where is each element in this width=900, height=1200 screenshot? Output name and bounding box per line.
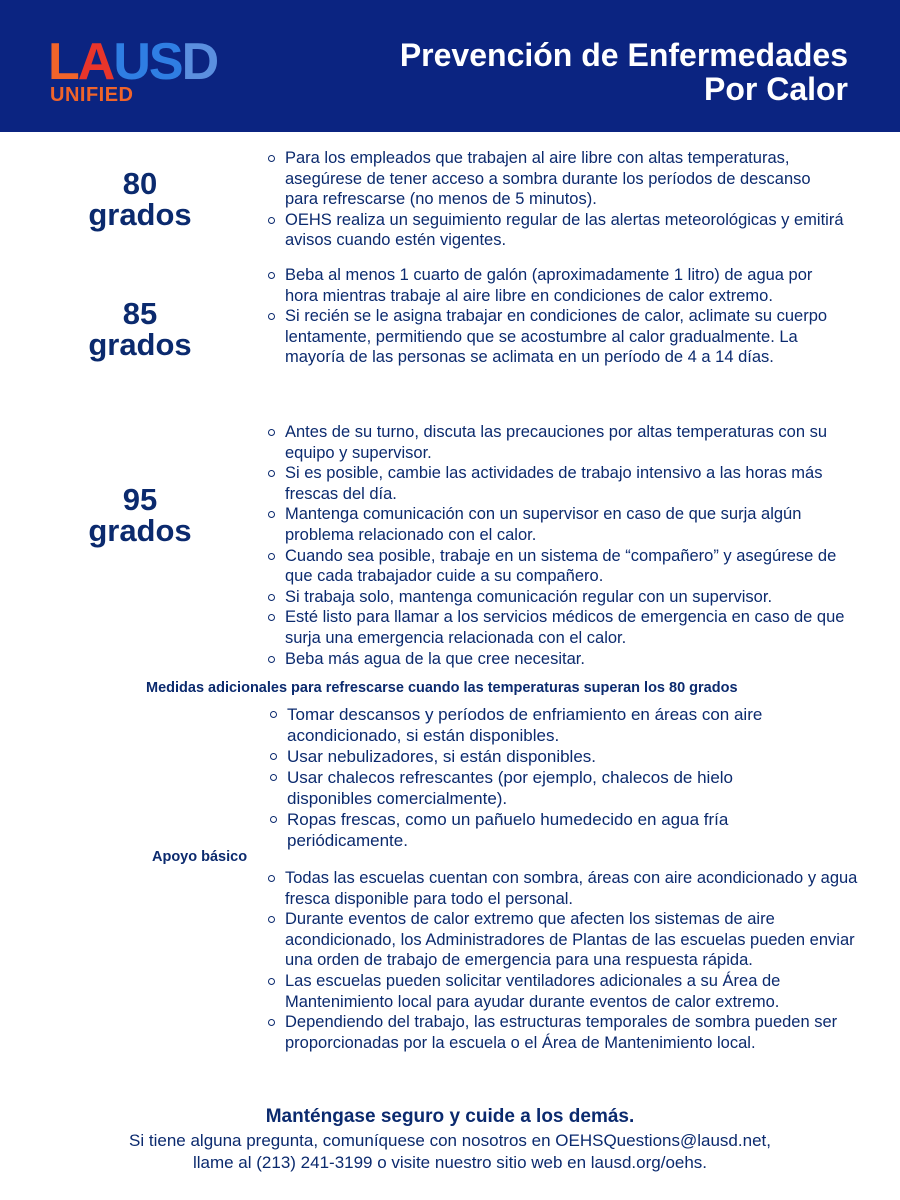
header-banner bbox=[0, 0, 900, 132]
list-item: Si trabaja solo, mantenga comunicación regular con un supervisor. bbox=[268, 587, 852, 608]
list-item: Usar chalecos refrescantes (por ejemplo, chalecos de hielo disponibles comercialmente). bbox=[270, 767, 810, 809]
title-line-2: Por Calor bbox=[703, 71, 848, 107]
footer-slogan: Manténgase seguro y cuide a los demás. bbox=[265, 1106, 635, 1127]
degree-unit: grados bbox=[88, 197, 192, 232]
basic-support-list bbox=[268, 868, 858, 1053]
basic-support-heading: Apoyo básico bbox=[152, 849, 248, 865]
list-item: Dependiendo del trabajo, las estructuras temporales de sombra pueden ser proporcionadas por la escuela o el Área de Mantenimiento local. bbox=[268, 1012, 858, 1053]
logo-letter: D bbox=[181, 33, 218, 91]
logo-letter: A bbox=[77, 33, 114, 91]
logo-wordmark bbox=[48, 33, 218, 91]
page-title bbox=[288, 38, 848, 106]
list-item: OEHS realiza un seguimiento regular de las alertas meteorológicas y emitirá avisos cuando estén vigentes. bbox=[268, 210, 848, 251]
footer-contact-line-1: Si tiene alguna pregunta, comuníquese con nosotros en OEHSQuestions@lausd.net, bbox=[129, 1131, 771, 1150]
list-item: Las escuelas pueden solicitar ventiladores adicionales a su Área de Mantenimiento local para ayudar durante eventos de calor extremo. bbox=[268, 971, 858, 1012]
list-item: Cuando sea posible, trabaje en un sistema de “compañero” y asegúrese de que cada trabajador cuide a su compañero. bbox=[268, 546, 852, 587]
additional-heading: Medidas adicionales para refrescarse cuando las temperaturas superan los 80 grados bbox=[146, 680, 738, 696]
section-80-list bbox=[268, 148, 848, 251]
list-item: Ropas frescas, como un pañuelo humedecido en agua fría periódicamente. bbox=[270, 809, 810, 851]
list-item: Esté listo para llamar a los servicios médicos de emergencia en caso de que surja una emergencia relacionada con el calor. bbox=[268, 607, 852, 648]
list-item: Mantenga comunicación con un supervisor en caso de que surja algún problema relacionado con el calor. bbox=[268, 504, 852, 545]
logo-letter: S bbox=[148, 33, 182, 91]
degree-label-95 bbox=[70, 484, 210, 546]
additional-list bbox=[270, 704, 810, 851]
list-item: Usar nebulizadores, si están disponibles. bbox=[270, 746, 810, 767]
degree-number: 85 bbox=[122, 296, 158, 331]
degree-label-80 bbox=[70, 168, 210, 230]
footer-contact-line-2: llame al (213) 241-3199 o visite nuestro sitio web en lausd.org/oehs. bbox=[192, 1153, 708, 1172]
degree-number: 80 bbox=[122, 166, 158, 201]
logo-subtitle: UNIFIED bbox=[50, 84, 134, 106]
lausd-logo bbox=[48, 33, 268, 108]
list-item: Beba al menos 1 cuarto de galón (aproximadamente 1 litro) de agua por hora mientras trabaje al aire libre en condiciones de calor extremo. bbox=[268, 265, 848, 306]
logo-letter: L bbox=[48, 33, 78, 91]
list-item: Beba más agua de la que cree necesitar. bbox=[268, 649, 852, 670]
degree-unit: grados bbox=[88, 327, 192, 362]
list-item: Tomar descansos y períodos de enfriamiento en áreas con aire acondicionado, si están disponibles. bbox=[270, 704, 810, 746]
degree-label-85 bbox=[70, 298, 210, 360]
logo-letter: U bbox=[113, 33, 149, 91]
list-item: Si recién se le asigna trabajar en condiciones de calor, aclimate su cuerpo lentamente, permitiendo que se acostumbre al calor gradualmente. La mayoría de las personas se aclimata en un período de 4 a 14 días. bbox=[268, 306, 848, 368]
title-line-1: Prevención de Enfermedades bbox=[399, 37, 848, 73]
footer bbox=[0, 1104, 900, 1174]
list-item: Para los empleados que trabajen al aire libre con altas temperaturas, asegúrese de tener acceso a sombra durante los períodos de descanso para refrescarse (no menos de 5 minutos). bbox=[268, 148, 848, 210]
list-item: Antes de su turno, discuta las precauciones por altas temperaturas con su equipo y supervisor. bbox=[268, 422, 852, 463]
section-95-list bbox=[268, 422, 852, 669]
degree-unit: grados bbox=[88, 513, 192, 548]
section-85-list bbox=[268, 265, 848, 368]
degree-number: 95 bbox=[122, 482, 158, 517]
list-item: Todas las escuelas cuentan con sombra, áreas con aire acondicionado y agua fresca disponible para todo el personal. bbox=[268, 868, 858, 909]
list-item: Durante eventos de calor extremo que afecten los sistemas de aire acondicionado, los Administradores de Plantas de las escuelas pueden enviar una orden de trabajo de emergencia para una respuesta rápida. bbox=[268, 909, 858, 971]
list-item: Si es posible, cambie las actividades de trabajo intensivo a las horas más frescas del día. bbox=[268, 463, 852, 504]
